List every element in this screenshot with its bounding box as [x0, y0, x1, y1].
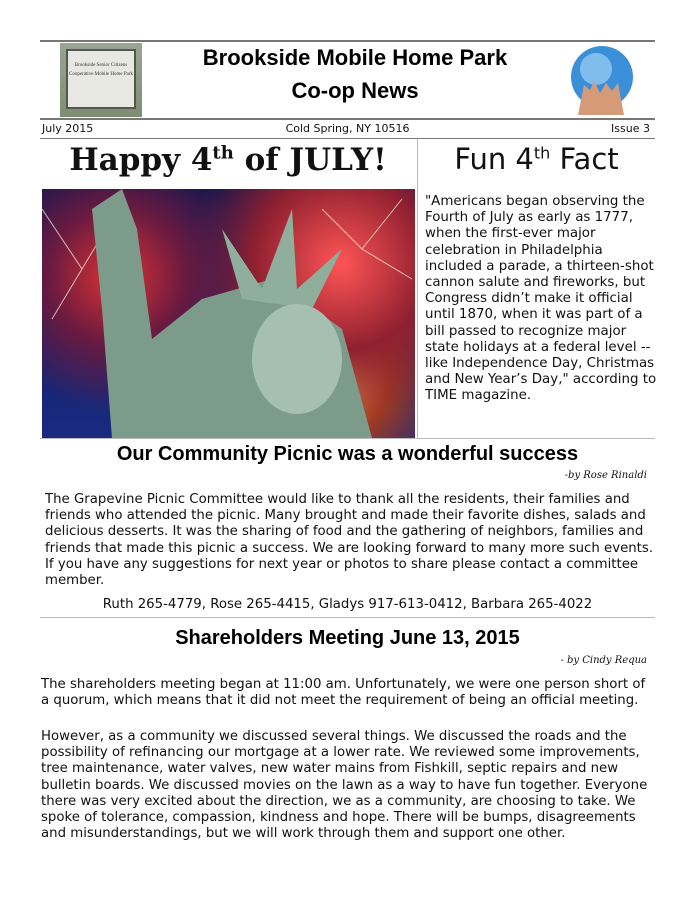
meeting-paragraph-1: The shareholders meeting began at 11:00 am. Unfortunately, we were one person short of a quorum, which means that it did not meet the requirement of being an official meeting.: [41, 677, 646, 709]
section-rule: [40, 438, 655, 439]
issue-date: July 2015: [42, 122, 94, 135]
feature-title: Happy 4th of JULY!: [69, 142, 387, 178]
section-rule: [40, 617, 655, 618]
sign-board: Brookside Senior Citizens Cooperative Mobile Home Park: [66, 49, 136, 109]
fact-text: "Americans began observing the Fourth of July as early as 1777, when the first-ever major celebration in Philadelphia included a parade, a thirteen-shot cannon salute and fireworks, but Congress didn’t make it official until 1870, when it was part of a bill passed to recognize major state holidays at a federal level -- like Independence Day, Christmas and New Year’s Day," according to TIME magazine.: [425, 194, 657, 404]
globe-hands-image: [570, 45, 634, 115]
header-rule: [40, 118, 655, 120]
top-rule: [40, 40, 655, 42]
meeting-byline: - by Cindy Requa: [560, 655, 647, 666]
picnic-body: The Grapevine Picnic Committee would like to thank all the residents, their families and friends who attended the picnic. Many brought and made their favorite dishes, salads and delicious desserts. It was the sharing of food and the gathering of neighbors, families and friends that made this picnic a success. We are looking forward to many more such events. If you have any suggestions for next year or photos to share please contact a committee member.: [45, 492, 654, 589]
issue-number: Issue 3: [611, 122, 650, 135]
meeting-heading: Shareholders Meeting June 13, 2015: [175, 627, 520, 649]
dateline-rule: [40, 138, 655, 139]
picnic-byline: -by Rose Rinaldi: [564, 470, 647, 481]
newsletter-subtitle: Co-op News: [291, 78, 419, 103]
picnic-heading: Our Community Picnic was a wonderful success: [116, 443, 579, 465]
park-sign-image: [60, 43, 142, 117]
fact-title: Fun 4th Fact: [454, 142, 619, 176]
column-divider: [417, 139, 418, 438]
committee-contacts: Ruth 265-4779, Rose 265-4415, Gladys 917-613-0412, Barbara 265-4022: [102, 597, 593, 612]
newsletter-title: Brookside Mobile Home Park: [202, 45, 508, 70]
meeting-paragraph-2: However, as a community we discussed several things. We discussed the roads and the possibility of refinancing our mortgage at a lower rate. We reviewed some improvements, tree maintenance, water valves, new water mains from Fishkill, septic repairs and new bulletin boards. We discussed movies on the lawn as a way to have fun together. Everyone there was very excited about the direction, we as a community, are choosing to take. We spoke of tolerance, compassion, kindness and hope. There will be bumps, disagreements and misunderstandings, but we will work through them and support one other.: [41, 729, 648, 842]
location: Cold Spring, NY 10516: [285, 122, 410, 135]
statue-of-liberty-fireworks-image: [42, 189, 415, 438]
